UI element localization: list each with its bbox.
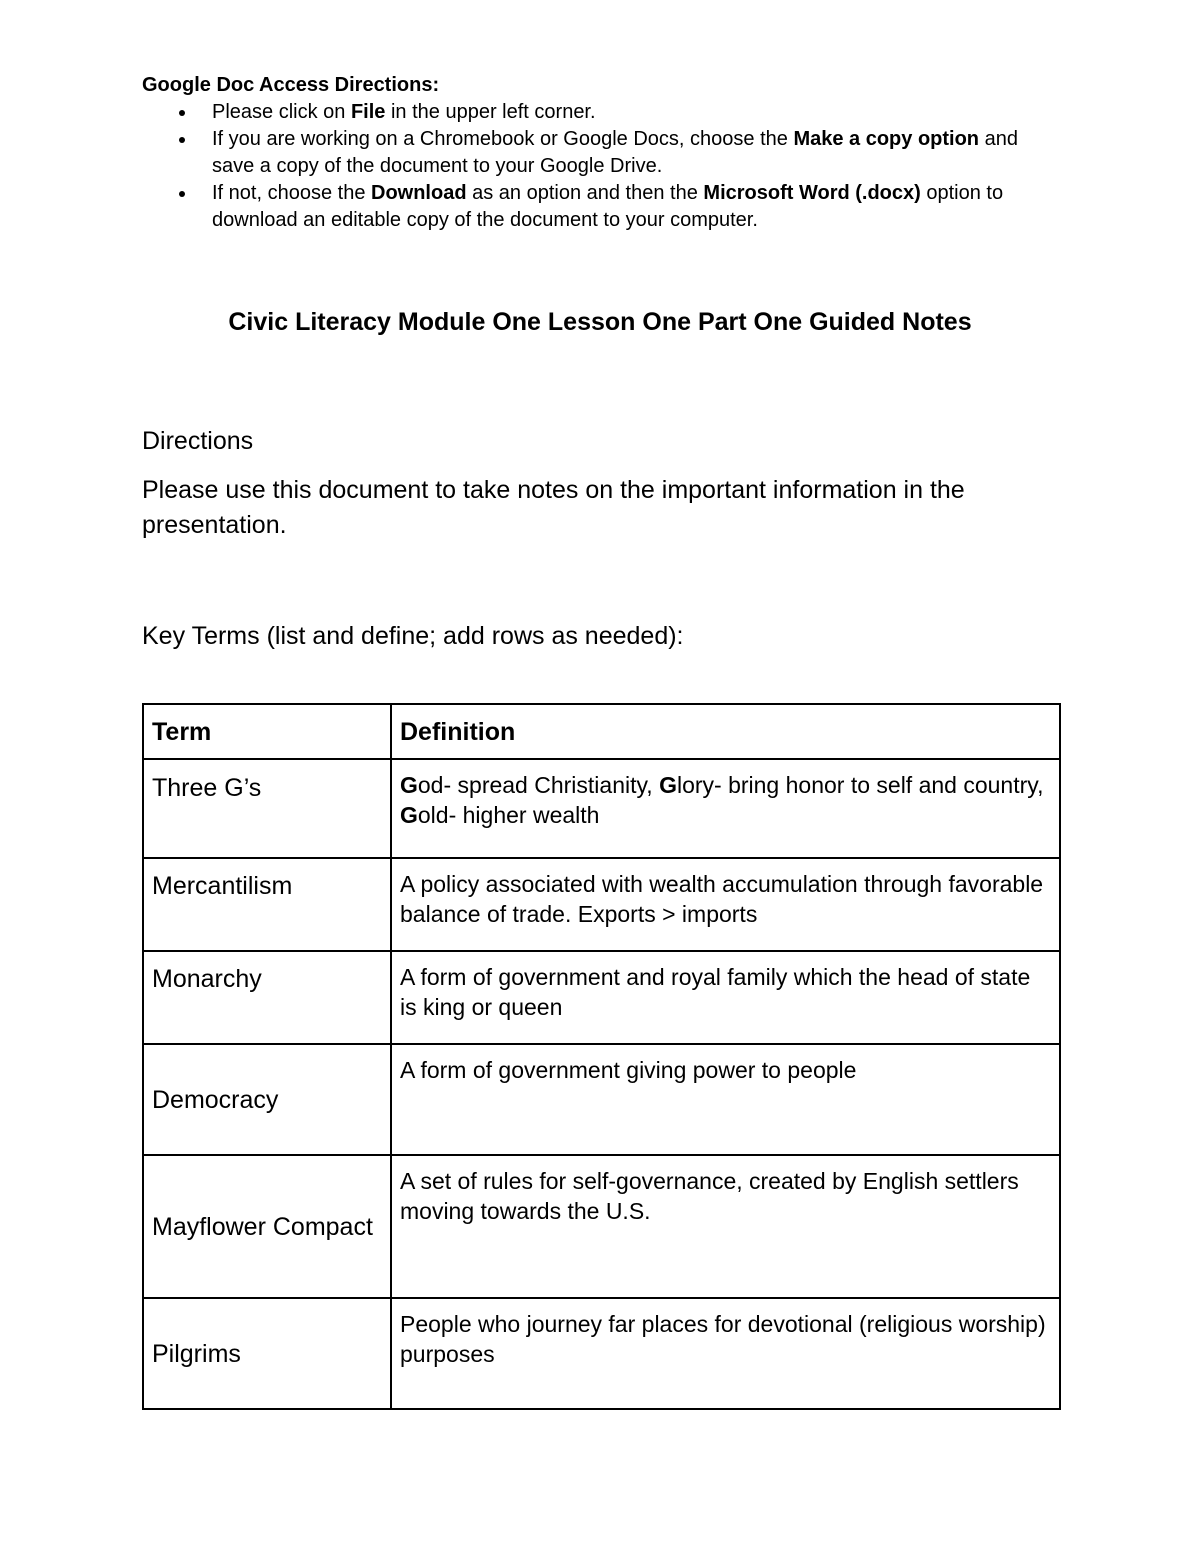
bullet-icon <box>179 137 185 143</box>
access-direction-item <box>142 180 1062 234</box>
direction-text: and save a copy of the document to your Google Drive. <box>212 128 1018 177</box>
direction-text: option to download an editable copy of the document to your computer. <box>212 182 1004 231</box>
directions-label: Directions <box>142 427 254 455</box>
definition-cell <box>391 1155 1060 1298</box>
definition-cell <box>391 759 1060 858</box>
bullet-icon <box>179 110 185 116</box>
table-row <box>143 759 1060 858</box>
term-cell: Pilgrims <box>143 1298 391 1409</box>
definition-cell <box>391 858 1060 951</box>
key-terms-table <box>142 703 1061 1410</box>
term-cell: Mayflower Compact <box>143 1155 391 1298</box>
definition-column-header: Definition <box>391 704 1060 759</box>
term-column-header: Term <box>143 704 391 759</box>
access-directions-heading: Google Doc Access Directions: <box>142 74 440 96</box>
term-cell: Monarchy <box>143 951 391 1044</box>
access-direction-item <box>142 99 1062 126</box>
table-row <box>143 1044 1060 1155</box>
direction-text: Please click on <box>212 101 351 123</box>
definition-text: lory- bring honor to self and country, <box>676 772 1044 798</box>
definition-text: A set of rules for self-governance, created by English settlers moving towards the U.S. <box>400 1168 1019 1224</box>
key-terms-label: Key Terms (list and define; add rows as needed): <box>142 622 684 650</box>
table-row <box>143 1155 1060 1298</box>
table-row <box>143 858 1060 951</box>
table-header-row <box>143 704 1060 759</box>
table-row <box>143 951 1060 1044</box>
direction-bold-text: Make a copy option <box>793 128 980 150</box>
definition-text: A form of government giving power to people <box>400 1057 857 1083</box>
term-cell: Three G’s <box>143 759 391 858</box>
direction-bold-text: Microsoft Word (.docx) <box>703 182 921 204</box>
direction-text: as an option and then the <box>466 182 704 204</box>
access-directions-list <box>142 99 1062 234</box>
definition-text: A policy associated with wealth accumulation through favorable balance of trade. Exports > imports <box>400 871 1044 927</box>
direction-text: If you are working on a Chromebook or Google Docs, choose the <box>212 128 794 150</box>
definition-text: old- higher wealth <box>417 802 600 828</box>
definition-text: A form of government and royal family which the head of state is king or queen <box>400 964 1031 1020</box>
term-cell: Mercantilism <box>143 858 391 951</box>
bullet-icon <box>179 191 185 197</box>
definition-bold-text: G <box>400 772 418 798</box>
definition-cell <box>391 1298 1060 1409</box>
directions-text: Please use this document to take notes on the important information in the presentation. <box>142 476 965 539</box>
term-cell: Democracy <box>143 1044 391 1155</box>
table-row <box>143 1298 1060 1409</box>
direction-bold-text: Download <box>371 182 467 204</box>
definition-cell <box>391 951 1060 1044</box>
direction-text: in the upper left corner. <box>385 101 596 123</box>
access-directions <box>142 72 1062 234</box>
definition-text: od- spread Christianity, <box>417 772 660 798</box>
page-title: Civic Literacy Module One Lesson One Part One Guided Notes <box>228 308 972 336</box>
direction-text: If not, choose the <box>212 182 371 204</box>
definition-bold-text: G <box>400 802 418 828</box>
definition-text: People who journey far places for devotional (religious worship) purposes <box>400 1311 1046 1367</box>
definition-cell <box>391 1044 1060 1155</box>
definition-bold-text: G <box>659 772 677 798</box>
access-direction-item <box>142 126 1062 180</box>
direction-bold-text: File <box>350 101 386 123</box>
